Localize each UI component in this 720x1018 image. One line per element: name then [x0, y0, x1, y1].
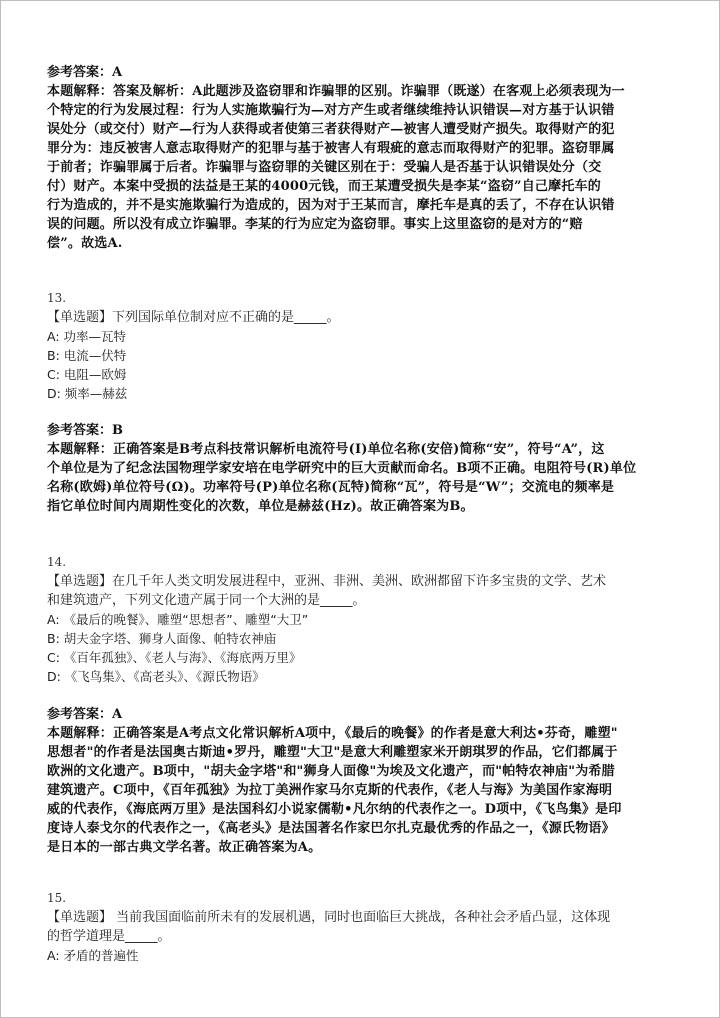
explanation-line: 误的问题。所以没有成立诈骗罪。李某的行为应定为盗窃罪。事实上这里盗窃的是对方的“赔: [47, 217, 583, 232]
explanation-line: 欧洲的文化遗产。B项中，"胡夫金字塔"和"狮身人面像"为埃及文化遗产，而"帕特农神庙"为希腊: [47, 764, 615, 779]
option-b: B: 电流—伏特: [47, 348, 127, 363]
explanation-line: 偿”。故选A.: [47, 236, 123, 251]
question-number: 14.: [47, 555, 67, 569]
question-15: [47, 889, 677, 965]
explanation-line: 误处分（或交付）财产—行为人获得或者使第三者获得财产—被害人遭受财产损失。取得财产的犯: [47, 122, 615, 137]
option-d: D: 频率—赫兹: [47, 386, 128, 401]
explanation-line: 本题解释：正确答案是A考点文化常识解析A项中，《最后的晚餐》的作者是意大利达•芬奇，雕塑": [47, 726, 618, 741]
explanation-line: 罪分为：违反被害人意志取得财产的犯罪与基于被害人有瑕疵的意志而取得财产的犯罪。盗窃罪属: [47, 141, 615, 156]
question-stem: 【单选题】 当前我国面临前所未有的发展机遇，同时也面临巨大挑战，各种社会矛盾凸显，这体现: [47, 910, 611, 925]
question-stem: 【单选题】下列国际单位制对应不正确的是_____。: [47, 310, 340, 325]
q14-answer-block: [47, 705, 677, 857]
explanation-line: 思想者"的作者是法国奥古斯迪•罗丹，雕塑"大卫"是意大利雕塑家米开朗琪罗的作品，它们都属于: [47, 745, 618, 760]
option-c: C: 电阻—欧姆: [47, 367, 127, 382]
question-stem: 的哲学道理是_____。: [47, 929, 171, 944]
explanation-line: 威的代表作，《海底两万里》是法国科幻小说家儒勒•凡尔纳的代表作之一。D项中，《飞鸟集》是印: [47, 802, 622, 817]
question-stem: 【单选题】在几千年人类文明发展进程中，亚洲、非洲、美洲、欧洲都留下许多宝贵的文学、艺术: [47, 574, 607, 589]
explanation-line: 建筑遗产。C项中，《百年孤独》为拉丁美洲作家马尔克斯的代表作，《老人与海》为美国作家海明: [47, 783, 613, 798]
explanation-line: 名称(欧姆)单位符号(Ω)。功率符号(P)单位名称(瓦特)简称“瓦”，符号是“W”；交流电的频率是: [47, 480, 615, 495]
option-a: A: 《最后的晚餐》、雕塑“思想者”、雕塑“大卫”: [47, 612, 309, 627]
explanation-line: 本题解释：答案及解析：A此题涉及盗窃罪和诈骗罪的区别。诈骗罪（既遂）在客观上必须表现为一: [47, 84, 625, 99]
explanation-line: 是日本的一部古典文学名著。故正确答案为A。: [47, 840, 322, 855]
q13-answer-block: [47, 421, 677, 516]
explanation-line: 度诗人泰戈尔的代表作之一，《高老头》是法国著名作家巴尔扎克最优秀的作品之一，《源氏物语》: [47, 821, 615, 836]
explanation-line: 个单位是为了纪念法国物理学家安培在电学研究中的巨大贡献而命名。B项不正确。电阻符号(R)单位: [47, 461, 637, 476]
answer-label: 参考答案：A: [47, 707, 123, 722]
question-number: 13.: [47, 291, 67, 305]
question-number: 15.: [47, 891, 67, 905]
option-b: B: 胡夫金字塔、狮身人面像、帕特农神庙: [47, 631, 277, 646]
answer-label: 参考答案：A: [47, 65, 123, 80]
option-c: C: 《百年孤独》、《老人与海》、《海底两万里》: [47, 650, 302, 665]
question-14: [47, 553, 677, 686]
explanation-line: 指它单位时间内周期性变化的次数，单位是赫兹(Hz)。故正确答案为B。: [47, 499, 474, 514]
option-d: D: 《飞鸟集》、《高老头》、《源氏物语》: [47, 669, 265, 684]
question-13: [47, 289, 677, 403]
explanation-line: 本题解释：正确答案是B考点科技常识解析电流符号(I)单位名称(安倍)简称“安”，符号“A”，这: [47, 442, 605, 457]
answer-label: 参考答案：B: [47, 423, 123, 438]
explanation-line: 付）财产。本案中受损的法益是王某的4000元钱，而王某遭受损失是李某“盗窃”自己摩托车的: [47, 179, 601, 194]
explanation-line: 行为造成的，并不是实施欺骗行为造成的，因为对于王某而言，摩托车是真的丢了，不存在认识错: [47, 198, 615, 213]
option-a: A: 功率—瓦特: [47, 329, 127, 344]
explanation-line: 于前者；诈骗罪属于后者。诈骗罪与盗窃罪的关键区别在于：受骗人是否基于认识错误处分（交: [47, 160, 602, 175]
question-stem: 和建筑遗产，下列文化遗产属于同一个大洲的是_____。: [47, 593, 366, 608]
option-a: A: 矛盾的普遍性: [47, 948, 139, 963]
q12-answer-block: [47, 63, 677, 253]
explanation-line: 个特定的行为发展过程：行为人实施欺骗行为—对方产生或者继续维持认识错误—对方基于认识错: [47, 103, 615, 118]
